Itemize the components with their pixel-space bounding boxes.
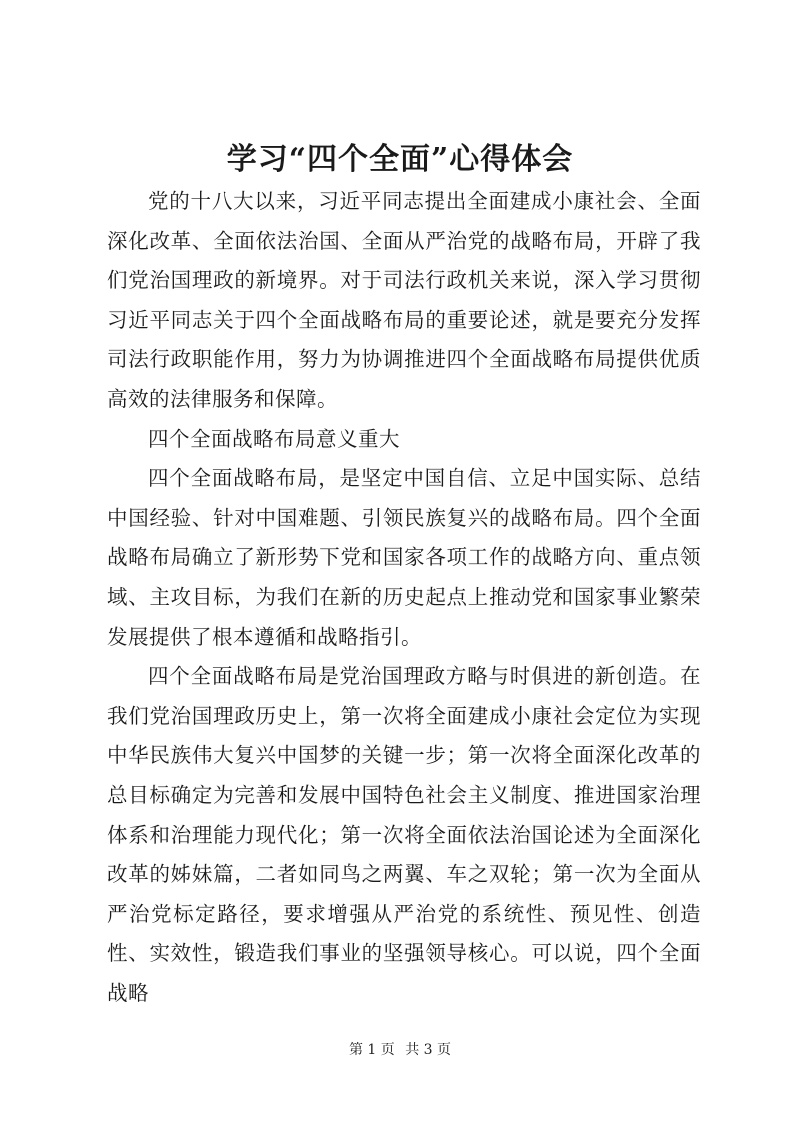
page-total: 共 3 页 (405, 1042, 452, 1058)
section-heading: 四个全面战略布局意义重大 (148, 426, 400, 451)
document-title: 学习“四个全面”心得体会 (226, 142, 574, 177)
paragraph-intro: 党的十八大以来，习近平同志提出全面建成小康社会、全面深化改革、全面依法治国、全面从严治党的战略布局，开辟了我们党治国理政的新境界。对于司法行政机关来说，深入学习贯彻习近平同志关于四个全面战略布局的重要论述，就是要充分发挥司法行政职能作用，努力为协调推进四个全面战略布局提供优质高效的法律服务和保障。 (107, 189, 701, 411)
page-footer (0, 1040, 800, 1060)
paragraph-innovation: 四个全面战略布局是党治国理政方略与时俱进的新创造。在我们党治国理政历史上，第一次将全面建成小康社会定位为实现中华民族伟大复兴中国梦的关键一步；第一次将全面深化改革的总目标确定为完善和发展中国特色社会主义制度、推进国家治理体系和治理能力现代化；第一次将全面依法治国论述为全面深化改革的姊妹篇，二者如同鸟之两翼、车之双轮；第一次为全面从严治党标定路径，要求增强从严治党的系统性、预见性、创造性、实效性，锻造我们事业的坚强领导核心。可以说，四个全面战略 (107, 664, 701, 1005)
paragraph-significance: 四个全面战略布局，是坚定中国自信、立足中国实际、总结中国经验、针对中国难题、引领民族复兴的战略布局。四个全面战略布局确立了新形势下党和国家各项工作的战略方向、重点领域、主攻目标，为我们在新的历史起点上推动党和国家事业繁荣发展提供了根本遵循和战略指引。 (107, 466, 701, 649)
document-body (107, 182, 701, 1013)
page-number: 第 1 页 (348, 1042, 395, 1058)
